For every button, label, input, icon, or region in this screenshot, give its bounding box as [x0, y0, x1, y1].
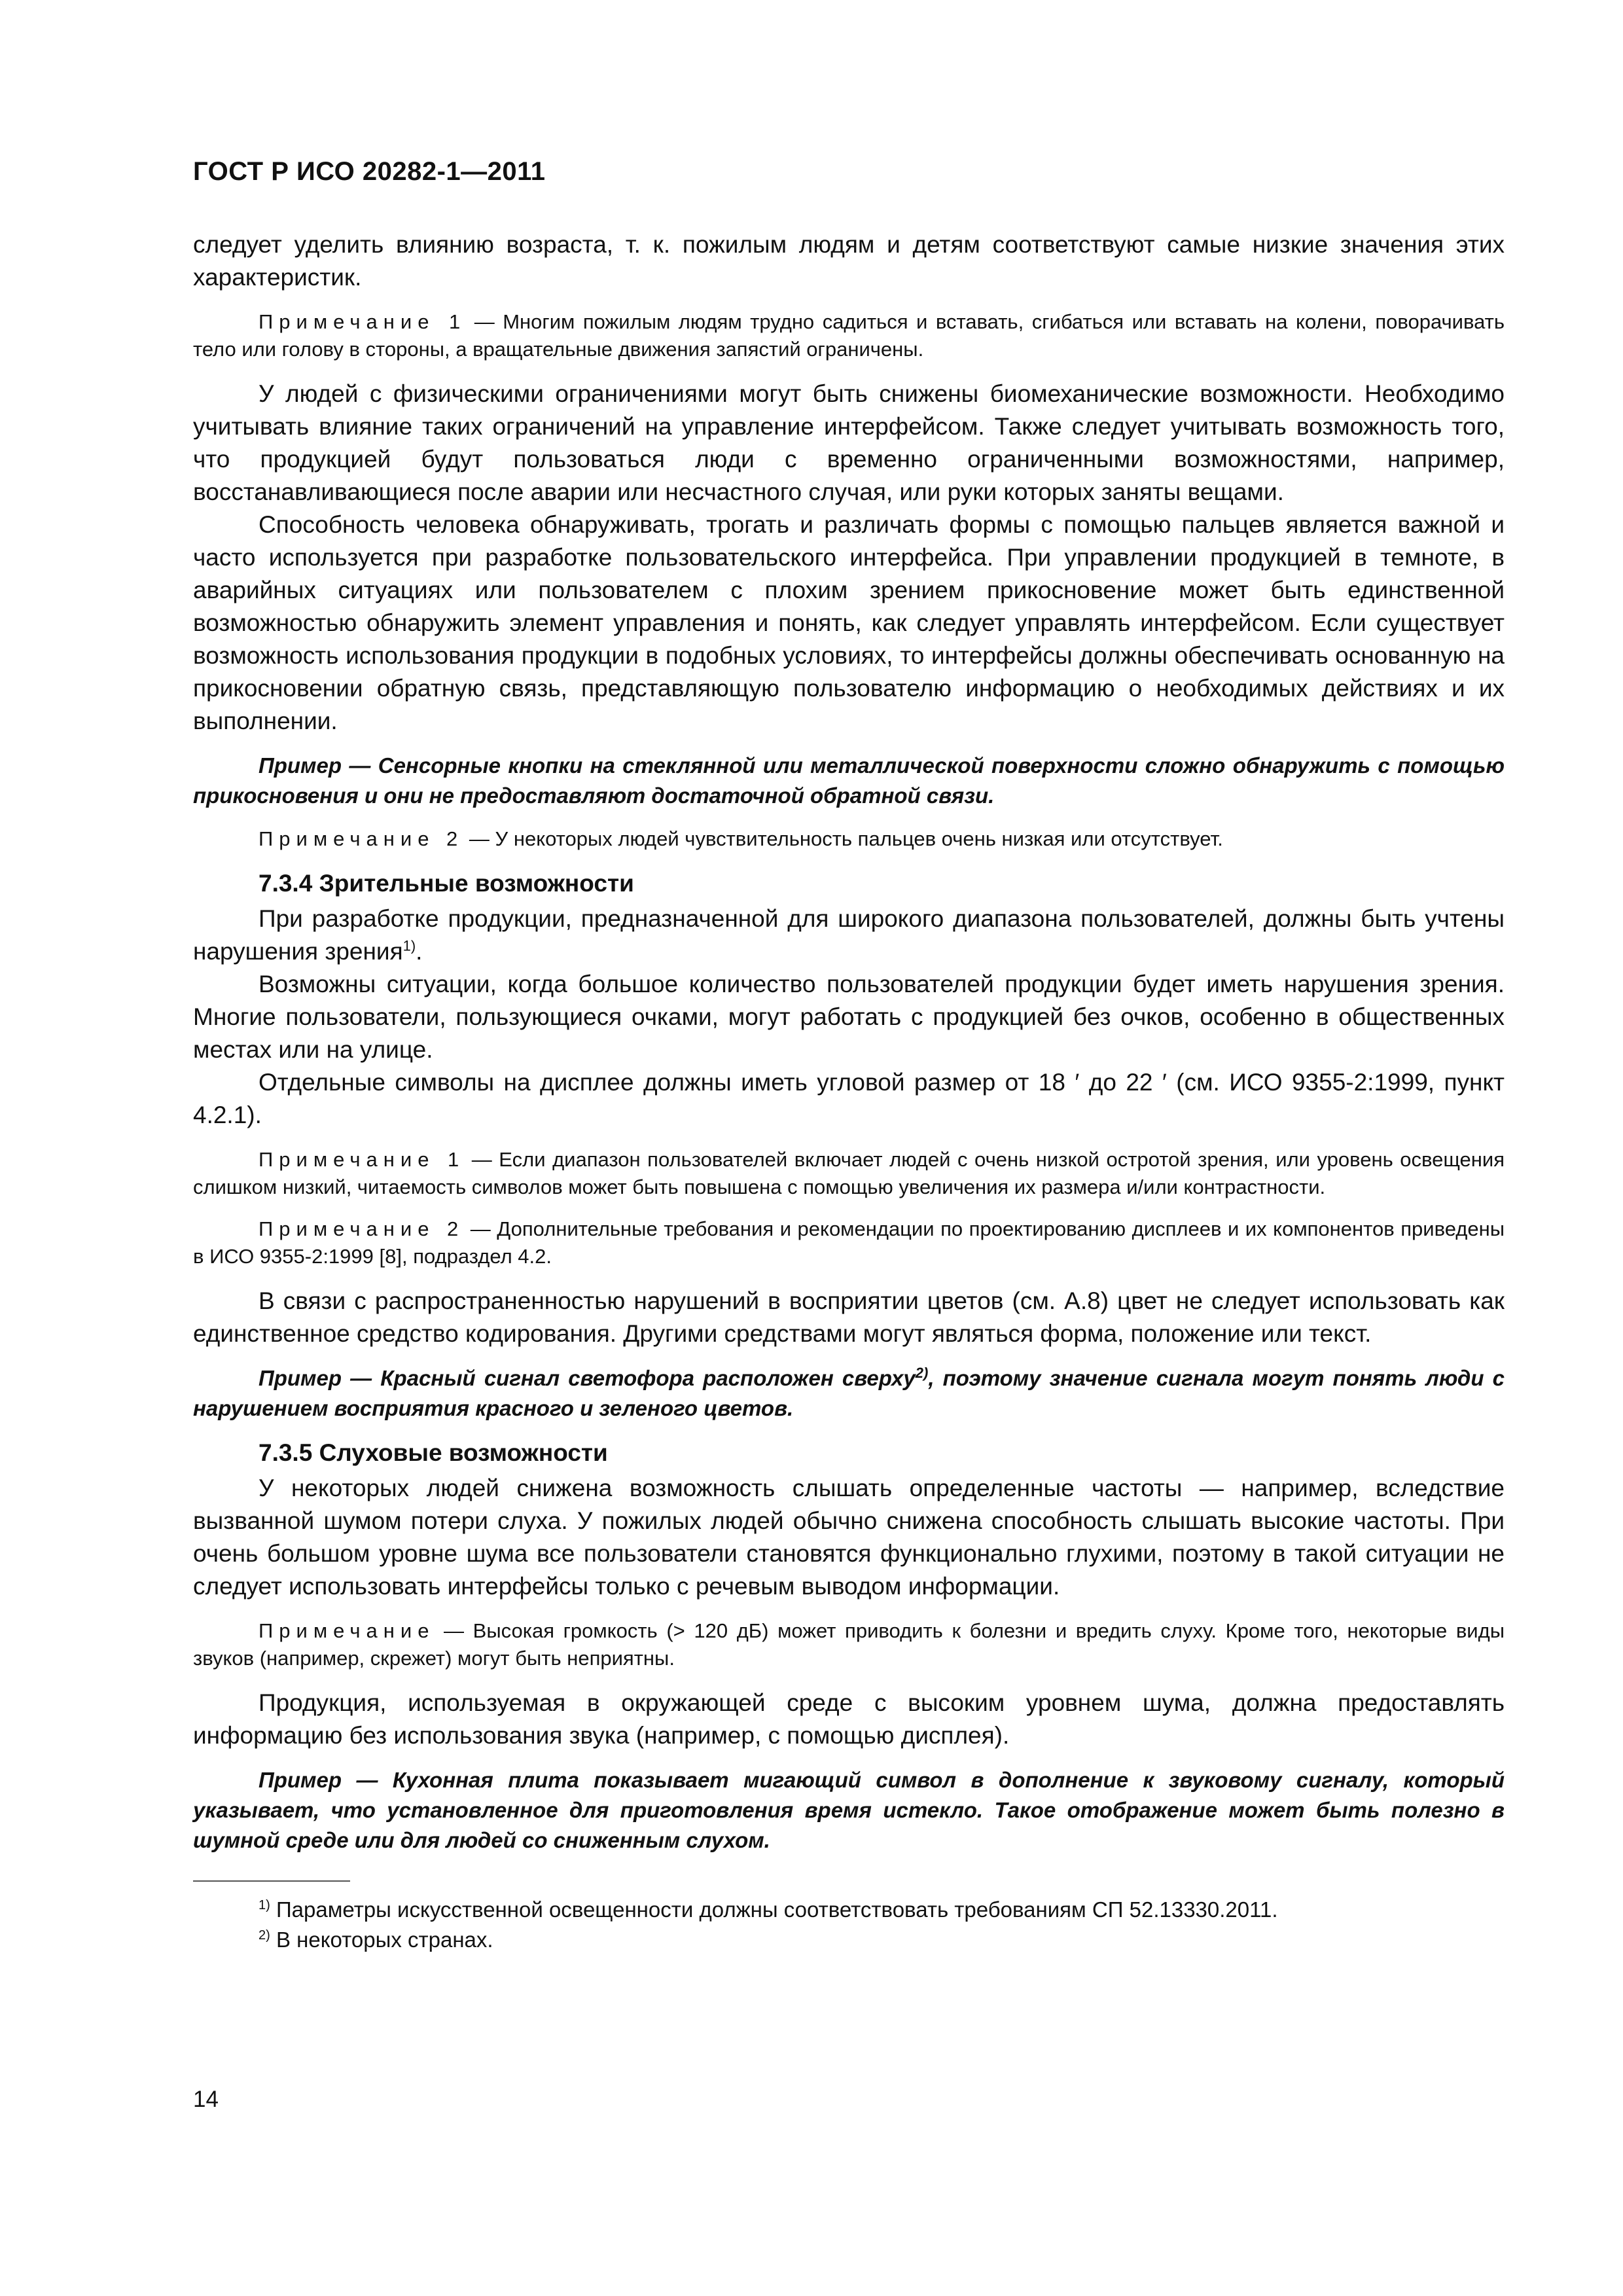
example-text: — Сенсорные кнопки на стеклянной или металлической поверхности сложно обнаружить с помощью прикосновения и они не предоставляют достаточной обратной связи.	[193, 753, 1505, 808]
note-text: — Высокая громкость (> 120 дБ) может приводить к болезни и вредить слуху. Кроме того, некоторые виды звуков (например, скрежет) могут быть неприятны.	[193, 1619, 1505, 1670]
note-label: Примечание 1	[259, 310, 467, 333]
section-heading-735: 7.3.5 Слуховые возможности	[259, 1439, 608, 1466]
footnote-1: $^{1)}$ Параметры искусственной освещенности должны соответствовать требованиям СП 52.13330.2011.	[259, 1897, 1278, 1922]
note-age	[193, 308, 1505, 363]
note-text: — Многим пожилым людям трудно садиться и вставать, сгибаться или вставать на колени, поворачивать тело или голову в стороны, а вращательные движения запястий ограничены.	[193, 310, 1505, 361]
section-heading-734: 7.3.4 Зрительные возможности	[259, 870, 634, 897]
note-text: — Дополнительные требования и рекомендации по проектированию дисплеев и их компонентов приведены в ИСО 9355-2:1999 [8], подраздел 4.2.	[193, 1217, 1505, 1268]
note-display-requirements	[193, 1215, 1505, 1270]
note-loudness	[193, 1617, 1505, 1672]
example-sensor-buttons	[193, 751, 1505, 811]
page-number: 14	[193, 2087, 219, 2112]
example-label: Пример	[259, 1366, 342, 1390]
document-page	[193, 157, 1505, 1955]
footnote-2: $^{2)}$ В некоторых странах.	[259, 1928, 493, 1952]
paragraph-physical: У людей с физическими ограничениями могут быть снижены биомеханические возможности. Необходимо учитывать влияние таких ограничений на управление интерфейсом. Также следует учитывать возможность того, что продукцией будут пользоваться люди с временно ограниченными возможностями, например, восстанавливающиеся после аварии или несчастного случая, или руки которых заняты вещами.	[193, 380, 1505, 505]
paragraph-vision-2: Возможны ситуации, когда большое количество пользователей продукции будет иметь нарушения зрения. Многие пользователи, пользующиеся очками, могут работать с продукцией без очков, особенно в общественных местах или на улице.	[193, 971, 1505, 1063]
note-label: Примечание	[259, 1619, 435, 1642]
paragraph-vision-3: Отдельные символы на дисплее должны иметь угловой размер от 18 ′ до 22 ′ (см. ИСО 9355-2:1999, пункт 4.2.1).	[193, 1069, 1505, 1128]
note-text: — Если диапазон пользователей включает людей с очень низкой остротой зрения, или уровень освещения слишком низкий, читаемость символов может быть повышена с помощью увеличения их размера и/или контрастности.	[193, 1148, 1505, 1198]
note-text: — У некоторых людей чувствительность пальцев очень низкая или отсутствует.	[463, 827, 1223, 850]
footnote-divider	[193, 1880, 350, 1882]
paragraph-hearing: У некоторых людей снижена возможность слышать определенные частоты — например, вследствие вызванной шумом потери слуха. У пожилых людей обычно снижена способность слышать высокие частоты. При очень большом уровне шума все пользователи становятся функционально глухими, поэтому в такой ситуации не следует использовать интерфейсы только с речевым выводом информации.	[193, 1475, 1505, 1600]
paragraph-color: В связи с распространенностью нарушений в восприятии цветов (см. А.8) цвет не следует использовать как единственное средство кодирования. Другими средствами могут являться форма, положение или текст.	[193, 1287, 1505, 1347]
footnote-ref-1: 1)	[402, 937, 416, 954]
example-text: — Кухонная плита показывает мигающий символ в дополнение к звуковому сигналу, который указывает, что установленное для приготовления время истекло. Такое отображение может быть полезно в шумной среде или для людей со сниженным слухом.	[193, 1768, 1505, 1852]
note-finger-sensitivity	[193, 825, 1505, 853]
note-label: Примечание 2	[259, 1217, 465, 1240]
paragraph-vision-1: При разработке продукции, предназначенной для широкого диапазона пользователей, должны быть учтены нарушения зрения$^{1)}$.	[193, 905, 1505, 965]
document-header: ГОСТ Р ИСО 20282-1—2011	[193, 157, 546, 186]
note-label: Примечание 1	[259, 1148, 465, 1171]
example-kitchen-stove	[193, 1765, 1505, 1856]
paragraph-touch: Способность человека обнаруживать, трогать и различать формы с помощью пальцев является важной и часто используется при разработке пользовательского интерфейса. При управлении продукцией в темноте, в аварийных ситуациях или пользователем с плохим зрением прикосновение может быть единственной возможностью обнаружить элемент управления и понять, как следует управлять интерфейсом. Если существует возможность использования продукции в подобных условиях, то интерфейсы должны обеспечивать основанную на прикосновении обратную связь, представляющую пользователю информацию о необходимых действиях и их выполнении.	[193, 511, 1505, 734]
paragraph-noise: Продукция, используемая в окружающей среде с высоким уровнем шума, должна предоставлять информацию без использования звука (например, с помощью дисплея).	[193, 1689, 1505, 1749]
footnote-ref-2: 2)	[915, 1365, 929, 1381]
paragraph-continuation: следует уделить влиянию возраста, т. к. пожилым людям и детям соответствуют самые низкие значения этих характеристик.	[193, 231, 1505, 291]
example-label: Пример	[259, 753, 342, 778]
note-label: Примечание 2	[259, 827, 464, 850]
example-traffic-light: Пример — Красный сигнал светофора расположен сверху$^{2)}$, поэтому значение сигнала могут понять люди с нарушением восприятия красного и зеленого цветов.	[193, 1365, 1505, 1420]
example-label: Пример	[259, 1768, 342, 1792]
note-low-acuity	[193, 1146, 1505, 1201]
